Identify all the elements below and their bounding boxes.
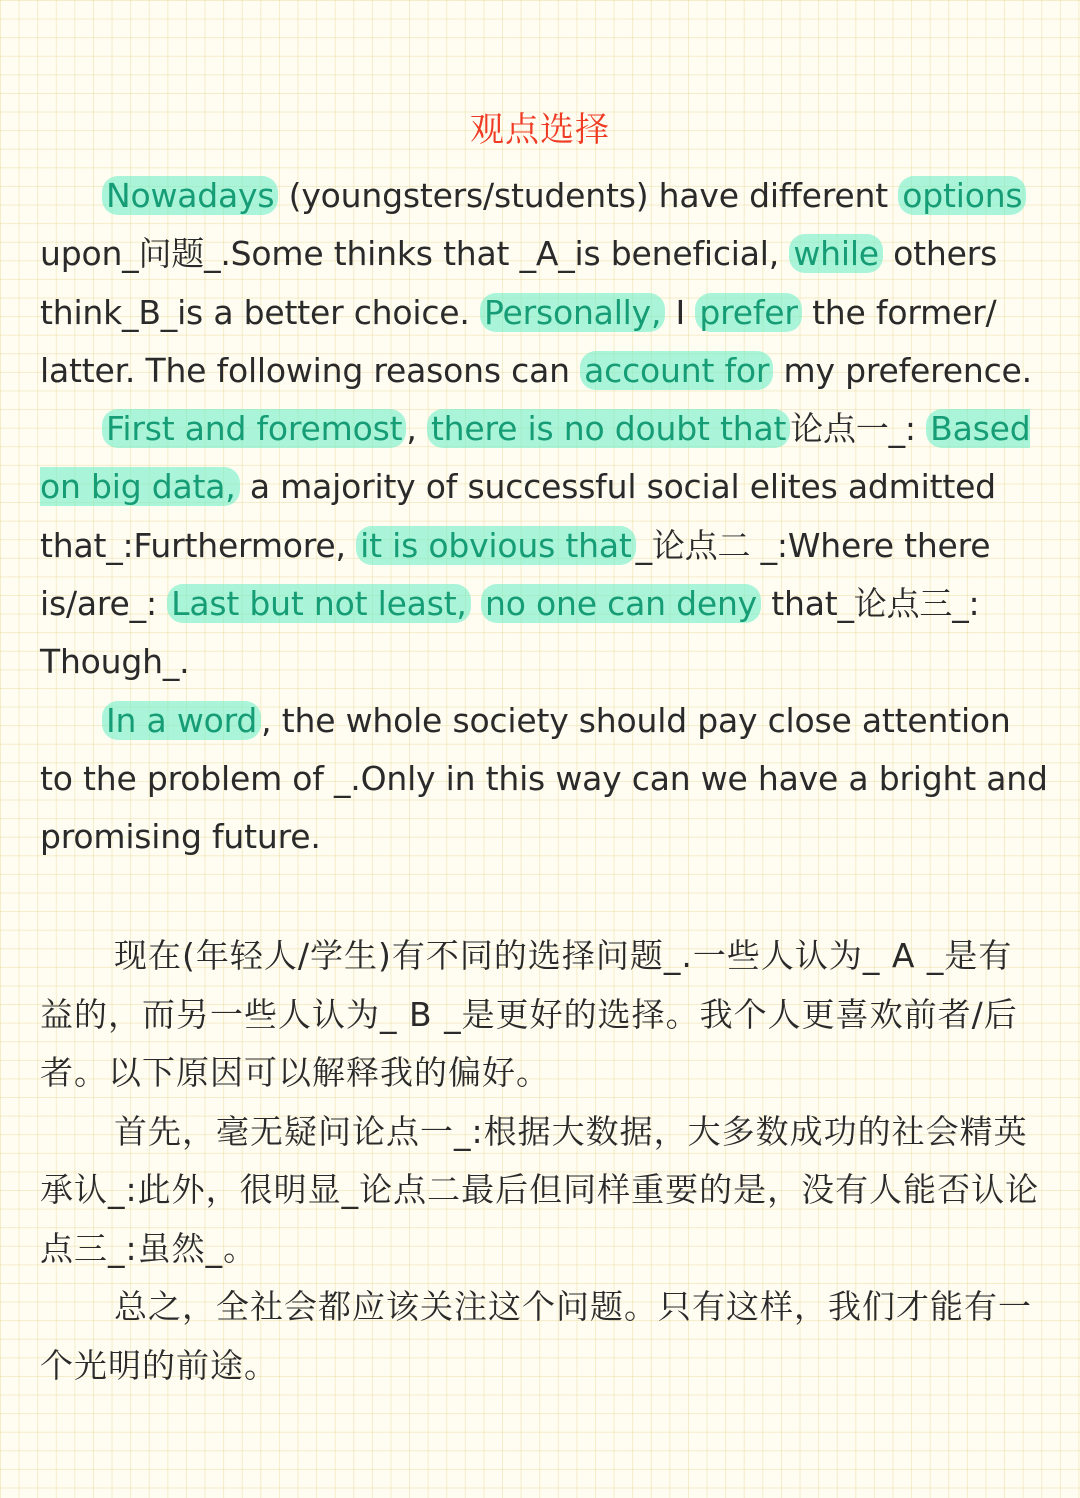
essay-text: , the whole society should pay close attention to the problem of _.Only in this way can we have a bright and promising future. (40, 700, 1048, 857)
highlighted-phrase: In a word (102, 701, 261, 740)
essay-text: I (665, 292, 696, 332)
highlighted-phrase: First and foremost (102, 409, 406, 448)
essay-text: 论点一_: (790, 409, 927, 449)
english-paragraph-2-text (40, 409, 1030, 681)
essay-text: that_论点三_: Though_. (40, 584, 980, 682)
english-paragraph-1 (40, 167, 1050, 400)
highlighted-phrase: Personally, (480, 293, 665, 332)
highlighted-phrase: options (898, 176, 1026, 215)
essay-text (471, 584, 481, 623)
page-title: 观点选择 (470, 110, 610, 150)
highlighted-phrase: Based on big data, (40, 409, 1031, 507)
chinese-paragraph-2: 首先，毫无疑问论点一_:根据大数据，大多数成功的社会精英承认_:此外，很明显_论点二最后但同样重要的是，没有人能否认论点三_:虽然_。 (40, 1111, 1040, 1268)
highlighted-phrase: prefer (695, 293, 801, 332)
essay-text: the former/ latter. The following reasons can (40, 292, 997, 390)
highlighted-phrase: while (789, 234, 883, 273)
highlighted-phrase: there is no doubt that (427, 409, 790, 448)
english-paragraph-2 (40, 400, 1050, 691)
essay-text: , (406, 409, 427, 449)
highlighted-phrase: Nowadays (102, 176, 278, 215)
highlighted-phrase: no one can deny (481, 584, 761, 623)
english-essay (40, 167, 1050, 867)
essay-text: upon_问题_.Some thinks that _A_is beneficial, (40, 234, 790, 274)
highlighted-phrase: it is obvious that (356, 526, 636, 565)
chinese-translation (40, 927, 1040, 1395)
chinese-paragraph-1: 现在(年轻人/学生)有不同的选择问题_.一些人认为_ A _是有益的，而另一些人认为_ B _是更好的选择。我个人更喜欢前者/后者。以下原因可以解释我的偏好。 (40, 936, 1018, 1092)
highlighted-phrase: Last but not least, (167, 584, 471, 623)
essay-text: others think_B_is a better choice. (40, 234, 998, 332)
english-paragraph-3 (40, 692, 1050, 867)
chinese-paragraph-3: 总之，全社会都应该关注这个问题。只有这样，我们才能有一个光明的前途。 (40, 1287, 1032, 1385)
essay-text: _论点二 _:Where there is/are_: (40, 525, 991, 624)
essay-text: my preference. (773, 350, 1032, 390)
essay-text: a majority of successful social elites admitted that_:Furthermore, (40, 467, 996, 565)
english-paragraph-1-text (40, 176, 1032, 390)
english-paragraph-3-text (40, 701, 1048, 857)
highlighted-phrase: account for (580, 351, 773, 390)
essay-text: (youngsters/students) have different (278, 176, 899, 215)
